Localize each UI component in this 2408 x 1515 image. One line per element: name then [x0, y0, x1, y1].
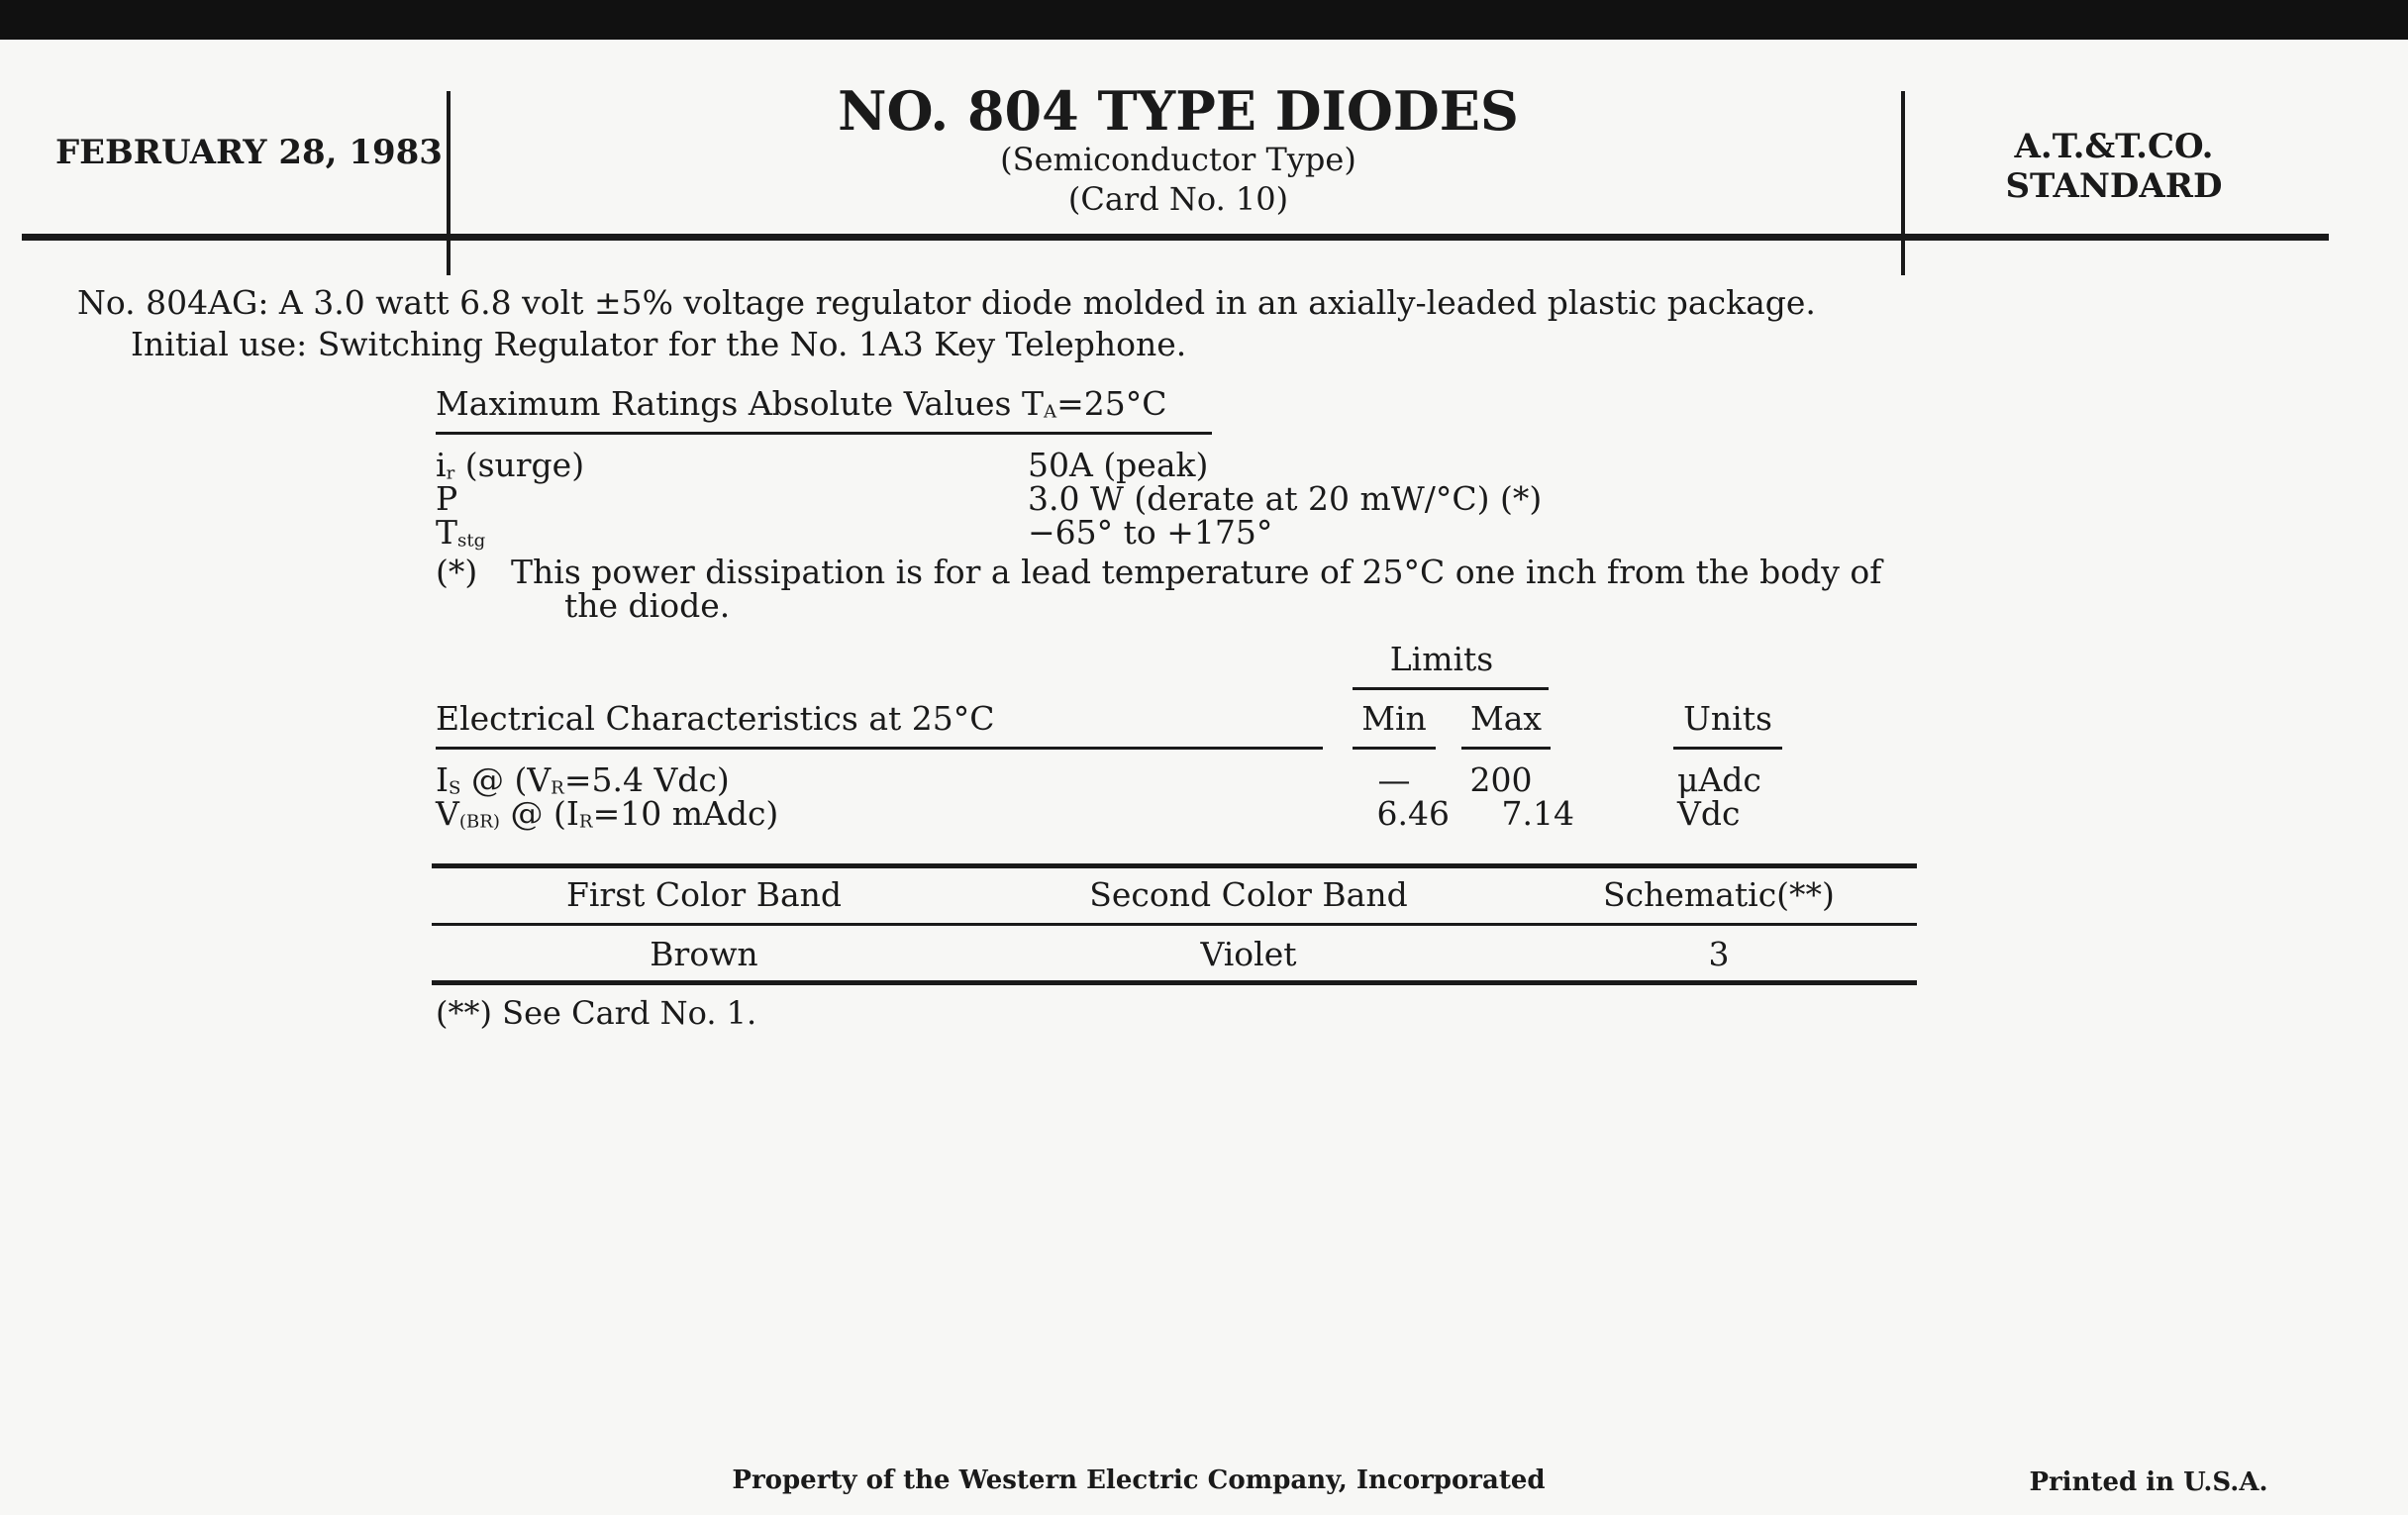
rating-value: 50A (peak): [1028, 446, 1209, 484]
units-rule: [1673, 747, 1782, 750]
color-table-bottom-rule: [432, 980, 1917, 985]
max-ratings-rule: [436, 432, 1212, 435]
standard-label-1: A.T.&T.CO.: [2014, 127, 2214, 166]
rating-param: $T_{stg}$: [436, 513, 486, 552]
max-rule: [1461, 747, 1551, 750]
description-line-2: Initial use: Switching Regulator for the No. 1A3 Key Telephone.: [131, 325, 1187, 363]
header-rule: [22, 234, 2329, 241]
electrical-heading-rule: [436, 747, 1323, 750]
rating-value: −65° to +175°: [1028, 513, 1273, 552]
min-label: Min: [1361, 699, 1427, 738]
page-title: NO. 804 TYPE DIODES: [838, 79, 1519, 143]
rating-value: 3.0 W (derate at 20 mW/°C) (*): [1028, 479, 1543, 518]
ratings-note-line-1: This power dissipation is for a lead temperature of 25°C one inch from the body of: [511, 553, 1882, 591]
header-divider-right: [1901, 91, 1905, 275]
electrical-param: $V_{(BR)}$ @ ($I_R=10$ mAdc): [436, 794, 779, 833]
color-table-header: Schematic(**): [1603, 875, 1835, 914]
color-table-cell: Brown: [650, 935, 758, 973]
footer-property: Property of the Western Electric Company, Incorporated: [732, 1465, 1546, 1495]
electrical-min: 6.46: [1376, 794, 1450, 833]
electrical-param: $I_S$ @ ($V_R=5.4$ Vdc): [436, 760, 730, 799]
limits-rule: [1353, 687, 1549, 690]
electrical-max: 200: [1469, 760, 1533, 799]
units-label: Units: [1683, 699, 1772, 738]
page-subtitle: (Semiconductor Type): [1000, 141, 1356, 178]
rating-param: $i_r$ (surge): [436, 446, 585, 484]
max-ratings-heading: Maximum Ratings Absolute Values $T_A=25^\circ C$: [436, 384, 1167, 423]
card-date: FEBRUARY 28, 1983: [55, 133, 443, 172]
max-label: Max: [1469, 699, 1543, 738]
electrical-heading: Electrical Characteristics at 25°C: [436, 699, 995, 738]
electrical-max: 7.14: [1501, 794, 1574, 833]
electrical-min: —: [1377, 760, 1411, 799]
min-rule: [1353, 747, 1436, 750]
ratings-note-line-2: the diode.: [564, 586, 731, 625]
electrical-units: Vdc: [1677, 794, 1741, 833]
header-divider-left: [447, 91, 451, 275]
color-table-mid-rule: [432, 923, 1917, 926]
color-table-cell: 3: [1708, 935, 1730, 973]
description-line-1: No. 804AG: A 3.0 watt 6.8 volt ±5% voltage regulator diode molded in an axially-leaded plastic package.: [77, 283, 1816, 322]
color-table-header: First Color Band: [565, 875, 843, 914]
rating-param: P: [436, 479, 458, 518]
color-table-header: Second Color Band: [1089, 875, 1408, 914]
color-table-note: (**) See Card No. 1.: [436, 994, 757, 1032]
card-number: (Card No. 10): [1067, 180, 1289, 218]
limits-label: Limits: [1389, 640, 1494, 678]
standard-label-2: STANDARD: [2005, 166, 2223, 206]
ratings-note-mark: (*): [436, 553, 478, 591]
electrical-units: μAdc: [1677, 760, 1761, 799]
spec-card: [0, 40, 2408, 1515]
color-table-top-rule: [432, 863, 1917, 868]
footer-printed: Printed in U.S.A.: [2029, 1467, 2268, 1497]
color-table-cell: Violet: [1200, 935, 1297, 973]
